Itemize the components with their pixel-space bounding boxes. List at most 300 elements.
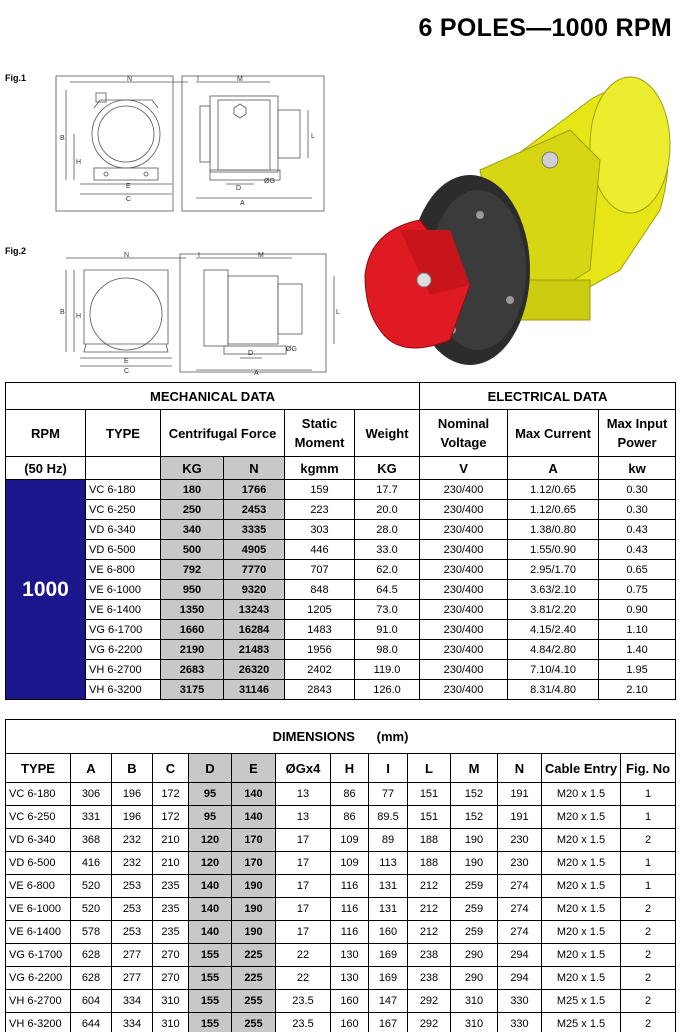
dim-col-header: E (232, 754, 276, 783)
unit-voltage: V (420, 457, 508, 480)
dim-cell: VE 6-800 (6, 875, 71, 898)
dim-cell: 292 (408, 990, 451, 1013)
dim-cell: 160 (331, 1013, 369, 1032)
dim-cell: 130 (331, 944, 369, 967)
dim-cell: 160 (369, 921, 408, 944)
cell-power: 0.75 (599, 580, 676, 600)
cell-voltage: 230/400 (420, 500, 508, 520)
dim-cell: 120 (189, 829, 232, 852)
dim-cell: 113 (369, 852, 408, 875)
dim-label-a-2: A (254, 370, 259, 377)
dim-cell: M20 x 1.5 (542, 783, 621, 806)
unit-current: A (508, 457, 599, 480)
cell-force-n: 31146 (224, 680, 285, 700)
dim-cell: 1 (621, 806, 676, 829)
dim-cell: 274 (498, 875, 542, 898)
cell-force-kg: 1350 (161, 600, 224, 620)
cell-force-kg: 180 (161, 480, 224, 500)
dim-cell: 259 (451, 898, 498, 921)
dimensions-heading (6, 720, 676, 754)
cell-power: 2.10 (599, 680, 676, 700)
cell-current: 4.15/2.40 (508, 620, 599, 640)
dim-label-i: I (197, 76, 199, 83)
dim-label-h-2: H (76, 313, 82, 320)
dim-cell: 253 (112, 921, 153, 944)
cell-force-n: 16284 (224, 620, 285, 640)
dim-cell: 95 (189, 783, 232, 806)
unit-rpm: (50 Hz) (6, 457, 86, 480)
dim-cell: 255 (232, 990, 276, 1013)
cell-weight: 98.0 (355, 640, 420, 660)
cell-type: VH 6-2700 (86, 660, 161, 680)
dim-cell: M20 x 1.5 (542, 944, 621, 967)
dim-cell: 520 (71, 898, 112, 921)
cell-voltage: 230/400 (420, 680, 508, 700)
dim-cell: 230 (498, 829, 542, 852)
dim-label-c-2: C (124, 368, 130, 375)
dim-cell: 210 (153, 852, 189, 875)
dim-cell: 277 (112, 944, 153, 967)
dimensions-unit: (mm) (376, 729, 409, 744)
dim-cell: 17 (276, 852, 331, 875)
dim-cell: 191 (498, 806, 542, 829)
dim-cell: 190 (451, 829, 498, 852)
mech-table-row (6, 540, 676, 560)
dim-cell: 235 (153, 898, 189, 921)
cell-type: VE 6-1400 (86, 600, 161, 620)
dim-cell: 259 (451, 921, 498, 944)
dim-cell: 1 (621, 783, 676, 806)
cell-force-kg: 340 (161, 520, 224, 540)
dim-cell: VC 6-180 (6, 783, 71, 806)
dim-cell: 190 (232, 875, 276, 898)
dim-cell: 2 (621, 898, 676, 921)
cell-voltage: 230/400 (420, 540, 508, 560)
dim-cell: M25 x 1.5 (542, 990, 621, 1013)
cell-weight: 119.0 (355, 660, 420, 680)
unit-kg: KG (161, 457, 224, 480)
cell-type: VG 6-2200 (86, 640, 161, 660)
cell-force-n: 13243 (224, 600, 285, 620)
cell-static-moment: 1205 (285, 600, 355, 620)
mechanical-table-body (6, 480, 676, 700)
cell-voltage: 230/400 (420, 620, 508, 640)
cell-weight: 33.0 (355, 540, 420, 560)
dim-label-l: L (311, 133, 315, 140)
mech-table-row (6, 620, 676, 640)
dim-cell: 169 (369, 944, 408, 967)
dim-cell: 151 (408, 783, 451, 806)
dim-cell: 196 (112, 783, 153, 806)
dim-cell: 292 (408, 1013, 451, 1032)
page-title: 6 POLES—1000 RPM (418, 14, 672, 42)
cell-force-n: 7770 (224, 560, 285, 580)
cell-voltage: 230/400 (420, 660, 508, 680)
dim-cell: 170 (232, 829, 276, 852)
dim-label-d: D (236, 185, 242, 192)
dim-cell: 169 (369, 967, 408, 990)
dimensions-table (5, 719, 676, 1032)
dim-table-row (6, 944, 676, 967)
dimensions-table-body (6, 783, 676, 1032)
dimensions-header-row (6, 754, 676, 783)
dim-cell: 334 (112, 990, 153, 1013)
dim-cell: VD 6-340 (6, 829, 71, 852)
cell-force-n: 4905 (224, 540, 285, 560)
dim-cell: 160 (331, 990, 369, 1013)
dim-cell: 86 (331, 783, 369, 806)
cell-force-kg: 2190 (161, 640, 224, 660)
dim-cell: M25 x 1.5 (542, 1013, 621, 1032)
dim-cell: 155 (189, 1013, 232, 1032)
dim-cell: M20 x 1.5 (542, 852, 621, 875)
dim-cell: 253 (112, 898, 153, 921)
dim-label-e-2: E (124, 358, 129, 365)
dim-cell: 628 (71, 944, 112, 967)
dim-cell: 235 (153, 875, 189, 898)
dim-cell: 290 (451, 944, 498, 967)
dim-cell: 147 (369, 990, 408, 1013)
dim-col-header: M (451, 754, 498, 783)
dim-cell: 116 (331, 921, 369, 944)
cell-weight: 73.0 (355, 600, 420, 620)
dim-col-header: L (408, 754, 451, 783)
cell-static-moment: 223 (285, 500, 355, 520)
dim-label-h: H (76, 159, 82, 166)
dim-cell: 416 (71, 852, 112, 875)
dim-label-b: B (60, 135, 65, 142)
dim-cell: 89 (369, 829, 408, 852)
dim-cell: 23.5 (276, 990, 331, 1013)
cell-type: VE 6-800 (86, 560, 161, 580)
dim-cell: 140 (189, 921, 232, 944)
dim-cell: 120 (189, 852, 232, 875)
dim-cell: 2 (621, 944, 676, 967)
cell-type: VC 6-250 (86, 500, 161, 520)
dim-cell: 2 (621, 1013, 676, 1032)
dim-cell: VG 6-2200 (6, 967, 71, 990)
dim-label-m: M (237, 76, 243, 83)
dim-cell: 17 (276, 875, 331, 898)
dim-cell: 270 (153, 944, 189, 967)
dim-cell: M20 x 1.5 (542, 829, 621, 852)
cell-voltage: 230/400 (420, 600, 508, 620)
dim-cell: M20 x 1.5 (542, 806, 621, 829)
cell-static-moment: 2843 (285, 680, 355, 700)
cell-voltage: 230/400 (420, 580, 508, 600)
cell-type: VH 6-3200 (86, 680, 161, 700)
dim-cell: 188 (408, 829, 451, 852)
mechanical-data-heading: MECHANICAL DATA (6, 383, 420, 410)
dim-cell: 310 (153, 1013, 189, 1032)
cell-type: VC 6-180 (86, 480, 161, 500)
dim-col-header: I (369, 754, 408, 783)
dim-cell: VD 6-500 (6, 852, 71, 875)
dim-cell: 259 (451, 875, 498, 898)
dim-cell: 644 (71, 1013, 112, 1032)
dim-cell: 578 (71, 921, 112, 944)
dim-cell: 167 (369, 1013, 408, 1032)
dim-cell: 330 (498, 1013, 542, 1032)
dim-col-header: H (331, 754, 369, 783)
dim-cell: 230 (498, 852, 542, 875)
dim-cell: 17 (276, 829, 331, 852)
cell-power: 0.30 (599, 500, 676, 520)
dim-cell: 190 (451, 852, 498, 875)
electrical-data-heading: ELECTRICAL DATA (420, 383, 676, 410)
dim-cell: 274 (498, 898, 542, 921)
cell-weight: 62.0 (355, 560, 420, 580)
dim-cell: 310 (451, 990, 498, 1013)
dim-cell: 334 (112, 1013, 153, 1032)
dim-cell: 255 (232, 1013, 276, 1032)
dim-cell: 330 (498, 990, 542, 1013)
dim-cell: 13 (276, 783, 331, 806)
cell-current: 1.12/0.65 (508, 500, 599, 520)
mech-table-row (6, 580, 676, 600)
dim-cell: 77 (369, 783, 408, 806)
dim-cell: 210 (153, 829, 189, 852)
cell-static-moment: 2402 (285, 660, 355, 680)
dim-col-header: C (153, 754, 189, 783)
cell-static-moment: 159 (285, 480, 355, 500)
dim-cell: 270 (153, 967, 189, 990)
dim-cell: 86 (331, 806, 369, 829)
dim-cell: 225 (232, 944, 276, 967)
cell-power: 1.95 (599, 660, 676, 680)
dim-label-b-2: B (60, 309, 65, 316)
cell-weight: 28.0 (355, 520, 420, 540)
dim-label-d-2: D (248, 350, 254, 357)
dim-cell: 2 (621, 829, 676, 852)
unit-weight: KG (355, 457, 420, 480)
dim-cell: 190 (232, 898, 276, 921)
cell-current: 7.10/4.10 (508, 660, 599, 680)
dim-cell: 109 (331, 829, 369, 852)
dim-cell: 212 (408, 921, 451, 944)
cell-static-moment: 1956 (285, 640, 355, 660)
cell-force-n: 1766 (224, 480, 285, 500)
cell-voltage: 230/400 (420, 560, 508, 580)
col-static-moment: Static Moment (285, 410, 355, 457)
cell-power: 0.43 (599, 520, 676, 540)
dim-cell: 131 (369, 898, 408, 921)
dim-table-row (6, 921, 676, 944)
cell-current: 3.81/2.20 (508, 600, 599, 620)
col-rpm: RPM (6, 410, 86, 457)
dim-cell: 116 (331, 898, 369, 921)
rpm-value-cell: 1000 (6, 480, 86, 700)
dim-cell: 188 (408, 852, 451, 875)
dim-cell: 290 (451, 967, 498, 990)
dim-label-g: ØG (264, 178, 275, 185)
dim-label-n-2: N (124, 252, 130, 259)
cell-current: 4.84/2.80 (508, 640, 599, 660)
cell-type: VD 6-500 (86, 540, 161, 560)
dim-cell: 190 (232, 921, 276, 944)
col-max-input-power: Max Input Power (599, 410, 676, 457)
dim-cell: 13 (276, 806, 331, 829)
dim-cell: 155 (189, 944, 232, 967)
dim-cell: 23.5 (276, 1013, 331, 1032)
dim-cell: 196 (112, 806, 153, 829)
dim-cell: M20 x 1.5 (542, 921, 621, 944)
col-weight: Weight (355, 410, 420, 457)
cell-power: 1.40 (599, 640, 676, 660)
mech-table-row (6, 680, 676, 700)
dim-cell: 151 (408, 806, 451, 829)
dim-table-row (6, 1013, 676, 1032)
cell-current: 1.55/0.90 (508, 540, 599, 560)
cell-static-moment: 303 (285, 520, 355, 540)
dim-col-header: A (71, 754, 112, 783)
dim-cell: 22 (276, 944, 331, 967)
dim-cell: 604 (71, 990, 112, 1013)
col-max-current: Max Current (508, 410, 599, 457)
dim-cell: 274 (498, 921, 542, 944)
col-type: TYPE (86, 410, 161, 457)
cell-force-kg: 3175 (161, 680, 224, 700)
dim-cell: 191 (498, 783, 542, 806)
cell-current: 8.31/4.80 (508, 680, 599, 700)
cell-type: VE 6-1000 (86, 580, 161, 600)
dim-col-header: TYPE (6, 754, 71, 783)
dim-cell: 2 (621, 990, 676, 1013)
dim-label-e: E (126, 183, 131, 190)
dim-cell: 140 (189, 875, 232, 898)
cell-weight: 20.0 (355, 500, 420, 520)
cell-static-moment: 848 (285, 580, 355, 600)
dim-label-m-2: M (258, 252, 264, 259)
cell-static-moment: 446 (285, 540, 355, 560)
cell-power: 0.65 (599, 560, 676, 580)
unit-kgmm: kgmm (285, 457, 355, 480)
dim-cell: 238 (408, 944, 451, 967)
cell-force-n: 26320 (224, 660, 285, 680)
cell-force-kg: 500 (161, 540, 224, 560)
dim-cell: 172 (153, 783, 189, 806)
dim-table-row (6, 967, 676, 990)
dim-cell: 238 (408, 967, 451, 990)
dimensions-title: DIMENSIONS (272, 729, 355, 744)
cell-voltage: 230/400 (420, 520, 508, 540)
mech-table-row (6, 520, 676, 540)
cell-power: 1.10 (599, 620, 676, 640)
dim-table-row (6, 990, 676, 1013)
dim-label-l-2: L (336, 309, 340, 316)
dim-cell: 253 (112, 875, 153, 898)
cell-force-n: 21483 (224, 640, 285, 660)
unit-type (86, 457, 161, 480)
cell-current: 2.95/1.70 (508, 560, 599, 580)
dim-table-row (6, 806, 676, 829)
cell-force-kg: 792 (161, 560, 224, 580)
fig1-label: Fig.1 (5, 73, 27, 83)
dim-cell: 331 (71, 806, 112, 829)
unit-power: kw (599, 457, 676, 480)
cell-power: 0.43 (599, 540, 676, 560)
dim-cell: 294 (498, 944, 542, 967)
dim-cell: 225 (232, 967, 276, 990)
dim-col-header: B (112, 754, 153, 783)
cell-voltage: 230/400 (420, 480, 508, 500)
dim-cell: 152 (451, 806, 498, 829)
dim-table-row (6, 852, 676, 875)
dim-cell: 140 (232, 806, 276, 829)
dim-cell: 2 (621, 921, 676, 944)
cell-force-kg: 250 (161, 500, 224, 520)
dim-col-header: Fig. No (621, 754, 676, 783)
dim-label-c: C (126, 196, 132, 203)
dim-cell: 17 (276, 921, 331, 944)
dim-cell: 232 (112, 852, 153, 875)
dim-col-header: Cable Entry (542, 754, 621, 783)
dim-label-a: A (240, 200, 245, 207)
cell-static-moment: 707 (285, 560, 355, 580)
dim-cell: M20 x 1.5 (542, 967, 621, 990)
dim-cell: VC 6-250 (6, 806, 71, 829)
dim-table-row (6, 898, 676, 921)
mech-table-row (6, 560, 676, 580)
technical-drawing (0, 70, 340, 380)
dim-cell: 212 (408, 875, 451, 898)
dim-col-header: N (498, 754, 542, 783)
cell-voltage: 230/400 (420, 640, 508, 660)
dim-table-row (6, 783, 676, 806)
dim-col-header: ØGx4 (276, 754, 331, 783)
dim-cell: 140 (189, 898, 232, 921)
dim-cell: 140 (232, 783, 276, 806)
dim-cell: 22 (276, 967, 331, 990)
cell-force-kg: 2683 (161, 660, 224, 680)
dim-cell: 89.5 (369, 806, 408, 829)
dim-label-i-2: I (198, 252, 200, 259)
cell-current: 1.12/0.65 (508, 480, 599, 500)
dim-cell: 277 (112, 967, 153, 990)
cell-weight: 17.7 (355, 480, 420, 500)
cell-weight: 126.0 (355, 680, 420, 700)
dim-cell: 294 (498, 967, 542, 990)
cell-weight: 91.0 (355, 620, 420, 640)
dim-cell: 17 (276, 898, 331, 921)
cell-type: VD 6-340 (86, 520, 161, 540)
dim-cell: 1 (621, 875, 676, 898)
dim-cell: 95 (189, 806, 232, 829)
dim-cell: 212 (408, 898, 451, 921)
cell-current: 3.63/2.10 (508, 580, 599, 600)
dim-cell: 310 (153, 990, 189, 1013)
cell-static-moment: 1483 (285, 620, 355, 640)
dim-table-row (6, 875, 676, 898)
dim-cell: 235 (153, 921, 189, 944)
dim-cell: VE 6-1000 (6, 898, 71, 921)
cell-force-kg: 950 (161, 580, 224, 600)
cell-type: VG 6-1700 (86, 620, 161, 640)
dim-cell: 628 (71, 967, 112, 990)
mech-table-row (6, 500, 676, 520)
mech-table-row (6, 480, 676, 500)
cell-force-n: 9320 (224, 580, 285, 600)
dim-cell: 155 (189, 990, 232, 1013)
dim-cell: 310 (451, 1013, 498, 1032)
dim-cell: 155 (189, 967, 232, 990)
vibration-motor-image (360, 70, 680, 380)
dim-cell: 130 (331, 967, 369, 990)
cell-power: 0.30 (599, 480, 676, 500)
dim-cell: 131 (369, 875, 408, 898)
mechanical-electrical-table (5, 382, 676, 700)
dim-cell: 2 (621, 967, 676, 990)
